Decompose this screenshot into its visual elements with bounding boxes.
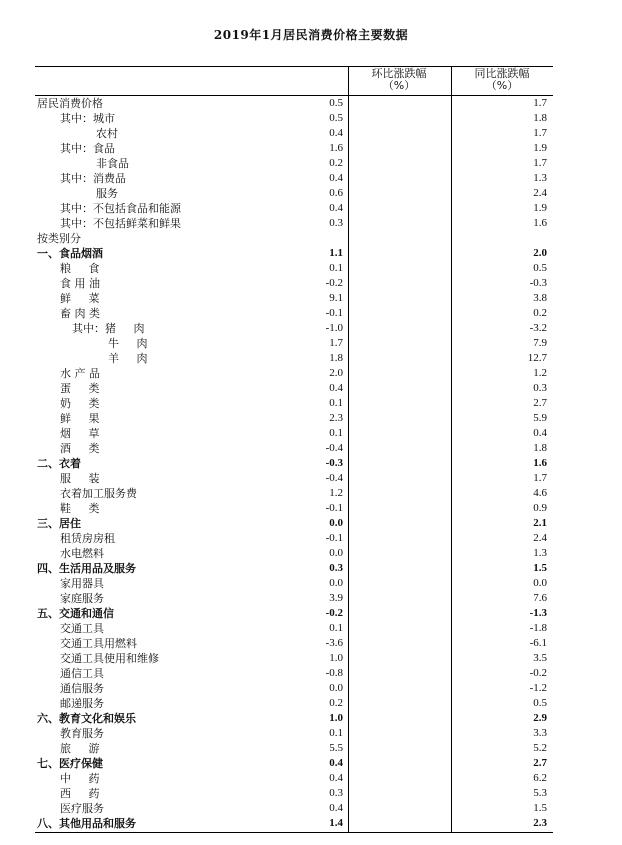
row-mom-value: 1.1 xyxy=(329,247,343,259)
row-label: 其中：不包括食品和能源 xyxy=(60,202,181,215)
table-row xyxy=(35,756,553,771)
header-yoy-unit: （%） xyxy=(485,79,519,92)
table-body xyxy=(35,96,553,831)
table-row xyxy=(35,576,553,591)
row-label: 通信工具 xyxy=(60,667,104,680)
row-yoy-value: 0.0 xyxy=(533,577,547,589)
header-yoy xyxy=(451,68,553,92)
table-row xyxy=(35,591,553,606)
table-row xyxy=(35,306,553,321)
row-mom-value: -0.2 xyxy=(325,607,343,619)
row-yoy-value: 1.2 xyxy=(533,367,547,379)
table-row xyxy=(35,351,553,366)
table-row xyxy=(35,186,553,201)
row-label: 蛋 类 xyxy=(60,382,100,395)
row-mom-value: -0.3 xyxy=(325,457,343,469)
row-yoy-value: 1.5 xyxy=(533,562,547,574)
row-label: 鲜 菜 xyxy=(60,292,100,305)
row-yoy-value: 3.8 xyxy=(533,292,547,304)
row-mom-value: 0.2 xyxy=(329,697,343,709)
row-mom-value: 0.1 xyxy=(329,727,343,739)
row-yoy-value: -0.2 xyxy=(529,667,547,679)
row-label: 邮递服务 xyxy=(60,697,104,710)
row-yoy-value: 1.9 xyxy=(533,202,547,214)
table-row xyxy=(35,771,553,786)
table-row xyxy=(35,726,553,741)
row-mom-value: 0.4 xyxy=(329,127,343,139)
row-yoy-value: 1.6 xyxy=(533,457,547,469)
row-yoy-value: 6.2 xyxy=(533,772,547,784)
row-label: 交通工具用燃料 xyxy=(60,637,137,650)
row-yoy-value: 0.5 xyxy=(533,697,547,709)
table-row xyxy=(35,411,553,426)
table-row xyxy=(35,171,553,186)
row-yoy-value: -6.1 xyxy=(529,637,547,649)
row-mom-value: 0.0 xyxy=(329,577,343,589)
table-row xyxy=(35,651,553,666)
row-label: 非食品 xyxy=(96,157,129,170)
row-label: 鞋 类 xyxy=(60,502,100,515)
row-yoy-value: 1.9 xyxy=(533,142,547,154)
row-yoy-value: -0.3 xyxy=(529,277,547,289)
header-yoy-label: 同比涨跌幅 xyxy=(474,67,530,80)
row-mom-value: 1.0 xyxy=(329,652,343,664)
table-row xyxy=(35,546,553,561)
row-yoy-value: 1.3 xyxy=(533,547,547,559)
row-mom-value: 0.4 xyxy=(329,772,343,784)
table-row xyxy=(35,216,553,231)
row-mom-value: 0.2 xyxy=(329,157,343,169)
row-yoy-value: 0.2 xyxy=(533,307,547,319)
table-row xyxy=(35,801,553,816)
row-mom-value: 0.4 xyxy=(329,202,343,214)
row-label: 交通工具 xyxy=(60,622,104,635)
row-yoy-value: 5.2 xyxy=(533,742,547,754)
table-row xyxy=(35,246,553,261)
row-yoy-value: 7.9 xyxy=(533,337,547,349)
row-label: 其中：猪 肉 xyxy=(72,322,145,335)
row-mom-value: 1.7 xyxy=(329,337,343,349)
table-row xyxy=(35,126,553,141)
table-row xyxy=(35,396,553,411)
table-row xyxy=(35,141,553,156)
row-label: 租赁房房租 xyxy=(60,532,115,545)
row-mom-value: 0.0 xyxy=(329,547,343,559)
row-yoy-value: 2.4 xyxy=(533,187,547,199)
row-yoy-value: 1.7 xyxy=(533,472,547,484)
row-label: 其中：食品 xyxy=(60,142,115,155)
row-label: 衣着加工服务费 xyxy=(60,487,137,500)
row-label: 按类别分 xyxy=(37,232,81,245)
table-row xyxy=(35,696,553,711)
row-mom-value: 0.1 xyxy=(329,262,343,274)
row-mom-value: 0.3 xyxy=(329,217,343,229)
row-mom-value: -3.6 xyxy=(325,637,343,649)
row-label: 八、其他用品和服务 xyxy=(37,817,136,830)
row-label: 居民消费价格 xyxy=(37,97,103,110)
row-yoy-value: 1.6 xyxy=(533,217,547,229)
row-label: 一、食品烟酒 xyxy=(37,247,103,260)
row-yoy-value: -3.2 xyxy=(529,322,547,334)
row-mom-value: 0.0 xyxy=(329,682,343,694)
table-row xyxy=(35,486,553,501)
table-row xyxy=(35,261,553,276)
row-yoy-value: 3.5 xyxy=(533,652,547,664)
table-row xyxy=(35,636,553,651)
row-yoy-value: 0.3 xyxy=(533,382,547,394)
row-mom-value: 0.3 xyxy=(329,787,343,799)
row-label: 酒 类 xyxy=(60,442,100,455)
table-row xyxy=(35,441,553,456)
row-mom-value: 0.6 xyxy=(329,187,343,199)
row-mom-value: 5.5 xyxy=(329,742,343,754)
row-yoy-value: 1.8 xyxy=(533,442,547,454)
row-mom-value: 0.5 xyxy=(329,97,343,109)
row-mom-value: 2.3 xyxy=(329,412,343,424)
row-yoy-value: 2.1 xyxy=(533,517,547,529)
row-label: 羊 肉 xyxy=(108,352,148,365)
row-yoy-value: 2.0 xyxy=(533,247,547,259)
table-row xyxy=(35,531,553,546)
row-label: 水电燃料 xyxy=(60,547,104,560)
table-row xyxy=(35,471,553,486)
table-row xyxy=(35,561,553,576)
row-label: 鲜 果 xyxy=(60,412,100,425)
table-row xyxy=(35,456,553,471)
row-label: 其中：不包括鲜菜和鲜果 xyxy=(60,217,181,230)
row-label: 奶 类 xyxy=(60,397,100,410)
table-row xyxy=(35,426,553,441)
table-row xyxy=(35,381,553,396)
table-row xyxy=(35,816,553,831)
row-label: 二、衣着 xyxy=(37,457,81,470)
table-row xyxy=(35,111,553,126)
table-row xyxy=(35,336,553,351)
row-mom-value: 0.3 xyxy=(329,562,343,574)
row-mom-value: 1.6 xyxy=(329,142,343,154)
row-label: 牛 肉 xyxy=(108,337,148,350)
row-label: 食 用 油 xyxy=(60,277,100,290)
row-label: 旅 游 xyxy=(60,742,100,755)
row-yoy-value: 7.6 xyxy=(533,592,547,604)
row-mom-value: 0.0 xyxy=(329,517,343,529)
table-row xyxy=(35,786,553,801)
table-row xyxy=(35,606,553,621)
row-label: 交通工具使用和维修 xyxy=(60,652,159,665)
row-yoy-value: 12.7 xyxy=(527,352,547,364)
table-row xyxy=(35,741,553,756)
row-label: 家庭服务 xyxy=(60,592,104,605)
row-label: 教育服务 xyxy=(60,727,104,740)
header-mom-unit: （%） xyxy=(382,79,416,92)
row-label: 服 装 xyxy=(60,472,100,485)
row-mom-value: 0.4 xyxy=(329,757,343,769)
row-mom-value: -1.0 xyxy=(325,322,343,334)
row-label: 三、居住 xyxy=(37,517,81,530)
row-mom-value: -0.4 xyxy=(325,472,343,484)
table-row xyxy=(35,321,553,336)
row-label: 农村 xyxy=(96,127,118,140)
row-mom-value: 0.1 xyxy=(329,622,343,634)
row-yoy-value: 2.4 xyxy=(533,532,547,544)
row-yoy-value: 1.8 xyxy=(533,112,547,124)
row-yoy-value: -1.2 xyxy=(529,682,547,694)
table-row xyxy=(35,276,553,291)
row-mom-value: 0.5 xyxy=(329,112,343,124)
row-mom-value: 1.4 xyxy=(329,817,343,829)
row-label: 四、生活用品及服务 xyxy=(37,562,136,575)
row-yoy-value: 0.4 xyxy=(533,427,547,439)
row-mom-value: 3.9 xyxy=(329,592,343,604)
row-mom-value: 2.0 xyxy=(329,367,343,379)
row-mom-value: 1.0 xyxy=(329,712,343,724)
table-row xyxy=(35,516,553,531)
row-mom-value: -0.1 xyxy=(325,532,343,544)
row-mom-value: -0.4 xyxy=(325,442,343,454)
row-label: 其中：城市 xyxy=(60,112,115,125)
row-yoy-value: 1.5 xyxy=(533,802,547,814)
row-mom-value: -0.8 xyxy=(325,667,343,679)
table-row xyxy=(35,681,553,696)
row-yoy-value: 1.7 xyxy=(533,97,547,109)
table-row xyxy=(35,96,553,111)
row-yoy-value: 5.3 xyxy=(533,787,547,799)
row-yoy-value: 4.6 xyxy=(533,487,547,499)
row-label: 畜 肉 类 xyxy=(60,307,100,320)
row-mom-value: 0.4 xyxy=(329,802,343,814)
row-label: 烟 草 xyxy=(60,427,100,440)
row-yoy-value: 2.7 xyxy=(533,757,547,769)
row-yoy-value: 0.5 xyxy=(533,262,547,274)
table-row xyxy=(35,501,553,516)
row-yoy-value: 5.9 xyxy=(533,412,547,424)
row-yoy-value: 3.3 xyxy=(533,727,547,739)
row-label: 粮 食 xyxy=(60,262,100,275)
row-yoy-value: 1.3 xyxy=(533,172,547,184)
table-row xyxy=(35,711,553,726)
row-label: 其中：消费品 xyxy=(60,172,126,185)
table-row xyxy=(35,201,553,216)
row-label: 七、医疗保健 xyxy=(37,757,103,770)
row-yoy-value: 2.7 xyxy=(533,397,547,409)
row-label: 通信服务 xyxy=(60,682,104,695)
row-label: 中 药 xyxy=(60,772,100,785)
header-mom xyxy=(348,68,450,92)
header-mom-label: 环比涨跌幅 xyxy=(371,67,427,80)
row-yoy-value: 2.3 xyxy=(533,817,547,829)
table-bottom-rule xyxy=(35,832,553,833)
row-mom-value: -0.2 xyxy=(325,277,343,289)
row-yoy-value: -1.3 xyxy=(529,607,547,619)
row-mom-value: -0.1 xyxy=(325,502,343,514)
table-row xyxy=(35,666,553,681)
row-label: 服务 xyxy=(96,187,118,200)
table-row xyxy=(35,156,553,171)
row-mom-value: 1.8 xyxy=(329,352,343,364)
row-mom-value: 1.2 xyxy=(329,487,343,499)
table-row xyxy=(35,231,553,246)
row-label: 家用器具 xyxy=(60,577,104,590)
row-yoy-value: 0.9 xyxy=(533,502,547,514)
page-title: 2019年1月居民消费价格主要数据 xyxy=(213,28,409,42)
row-label: 医疗服务 xyxy=(60,802,104,815)
row-mom-value: -0.1 xyxy=(325,307,343,319)
row-mom-value: 9.1 xyxy=(329,292,343,304)
table-row xyxy=(35,621,553,636)
row-mom-value: 0.1 xyxy=(329,427,343,439)
row-label: 西 药 xyxy=(60,787,100,800)
row-yoy-value: 2.9 xyxy=(533,712,547,724)
row-mom-value: 0.1 xyxy=(329,397,343,409)
row-mom-value: 0.4 xyxy=(329,172,343,184)
row-label: 五、交通和通信 xyxy=(37,607,114,620)
row-yoy-value: 1.7 xyxy=(533,157,547,169)
row-label: 水 产 品 xyxy=(60,367,100,380)
row-mom-value: 0.4 xyxy=(329,382,343,394)
table-row xyxy=(35,366,553,381)
row-yoy-value: 1.7 xyxy=(533,127,547,139)
table-row xyxy=(35,291,553,306)
row-label: 六、教育文化和娱乐 xyxy=(37,712,136,725)
row-yoy-value: -1.8 xyxy=(529,622,547,634)
